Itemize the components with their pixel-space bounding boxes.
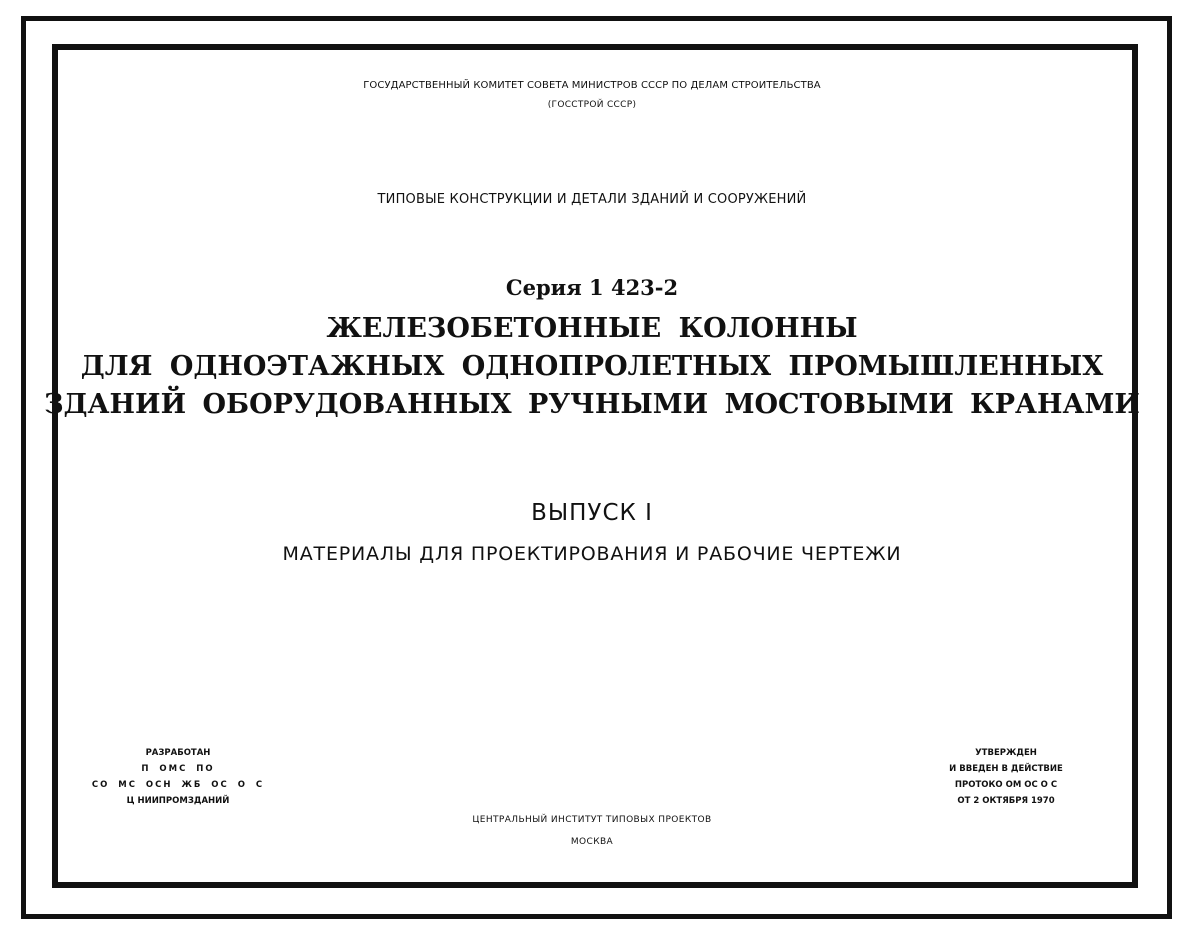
developed-line-4: Ц НИИПРОМЗДАНИЙ bbox=[126, 796, 230, 806]
developed-line-3: СО МС ОСН ЖБ ОС О С bbox=[91, 780, 265, 790]
series-number: Серия 1 423-2 bbox=[505, 275, 679, 300]
collection-title: ТИПОВЫЕ КОНСТРУКЦИИ И ДЕТАЛИ ЗДАНИЙ И СООРУЖЕНИЙ bbox=[377, 192, 807, 207]
document-title-line-2: ДЛЯ ОДНОЭТАЖНЫХ ОДНОПРОЛЕТНЫХ ПРОМЫШЛЕННЫХ bbox=[80, 351, 1104, 382]
issue-number: ВЫПУСК I bbox=[531, 500, 653, 526]
issue-subtitle: МАТЕРИАЛЫ ДЛЯ ПРОЕКТИРОВАНИЯ И РАБОЧИЕ ЧЕРТЕЖИ bbox=[282, 543, 902, 565]
document-title-line-3: ЗДАНИЙ ОБОРУДОВАННЫХ РУЧНЫМИ МОСТОВЫМИ КРАНАМИ bbox=[44, 389, 1140, 420]
developed-line-2: П ОМС ПО bbox=[141, 764, 215, 774]
approved-heading: УТВЕРЖДЕН bbox=[975, 748, 1037, 758]
approved-line-3: ПРОТОКО ОМ ОС О С bbox=[954, 780, 1058, 790]
approved-block bbox=[908, 745, 1104, 809]
approved-line-2: И ВВЕДЕН В ДЕЙСТВИЕ bbox=[949, 764, 1063, 774]
committee-name: ГОСУДАРСТВЕННЫЙ КОМИТЕТ СОВЕТА МИНИСТРОВ СССР ПО ДЕЛАМ СТРОИТЕЛЬСТВА bbox=[363, 80, 821, 91]
publisher-institute: ЦЕНТРАЛЬНЫЙ ИНСТИТУТ ТИПОВЫХ ПРОЕКТОВ bbox=[472, 815, 712, 825]
developed-by-block bbox=[76, 745, 280, 809]
approved-line-4: ОТ 2 ОКТЯБРЯ 1970 bbox=[957, 796, 1055, 806]
committee-short-name: (ГОССТРОЙ СССР) bbox=[547, 100, 637, 110]
developed-heading: РАЗРАБОТАН bbox=[145, 748, 211, 758]
publisher-city: МОСКВА bbox=[570, 837, 614, 847]
document-title-line-1: ЖЕЛЕЗОБЕТОННЫЕ КОЛОННЫ bbox=[326, 313, 858, 344]
